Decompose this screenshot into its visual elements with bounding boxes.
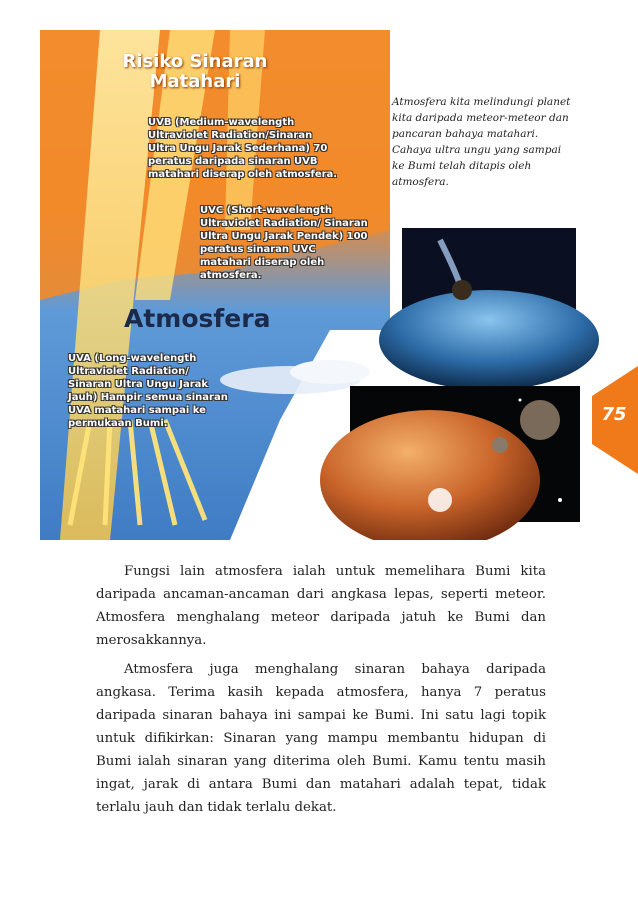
body-text (96, 560, 546, 825)
photo-caption: Atmosfera kita melindungi planet kita daripada meteor-meteor dan pancaran bahaya matahari. Cahaya ultra ungu yang sampai ke Bumi telah ditapis oleh atmosfera. (392, 96, 571, 188)
illustration-title (110, 52, 280, 92)
paragraph-1: Fungsi lain atmosfera ialah untuk memelihara Bumi kita daripada ancaman-ancaman dari angkasa lepas, seperti meteor. Atmosfera menghalang meteor daripada jatuh ke Bumi dan merosakkannya. (96, 564, 546, 648)
uvc-label: UVC (Short-wavelength Ultraviolet Radiation/ Sinaran Ultra Ungu Jarak Pendek) 100 peratus sinaran UVC matahari diserap oleh atmosfera. (200, 205, 368, 281)
atmosphere-title: Atmosfera (124, 304, 271, 333)
illustration-title-line2: Matahari (149, 71, 241, 92)
page-number: 75 (601, 404, 627, 425)
paragraph-2: Atmosfera juga menghalang sinaran bahaya daripada angkasa. Terima kasih kepada atmosfera, hanya 7 peratus daripada sinaran bahaya ini sampai ke Bumi. Ini satu lagi topik untuk difikirkan: Sinaran yang mampu membantu hidupan di Bumi ialah sinaran yang diterima oleh Bumi. Kamu tentu masih ingat, jarak di antara Bumi dan matahari adalah tepat, tidak terlalu jauh dan tidak terlalu dekat. (96, 662, 546, 815)
uvb-label: UVB (Medium-wavelength Ultraviolet Radiation/Sinaran Ultra Ungu Jarak Sederhana) 70 peratus daripada sinaran UVB matahari diserap oleh atmosfera. (148, 117, 338, 180)
illustration-title-line1: Risiko Sinaran (122, 51, 268, 72)
uva-label: UVA (Long-wavelength Ultraviolet Radiation/ Sinaran Ultra Ungu Jarak Jauh) Hampir semua sinaran UVA matahari sampai ke permukaan Bumi. (68, 353, 228, 429)
